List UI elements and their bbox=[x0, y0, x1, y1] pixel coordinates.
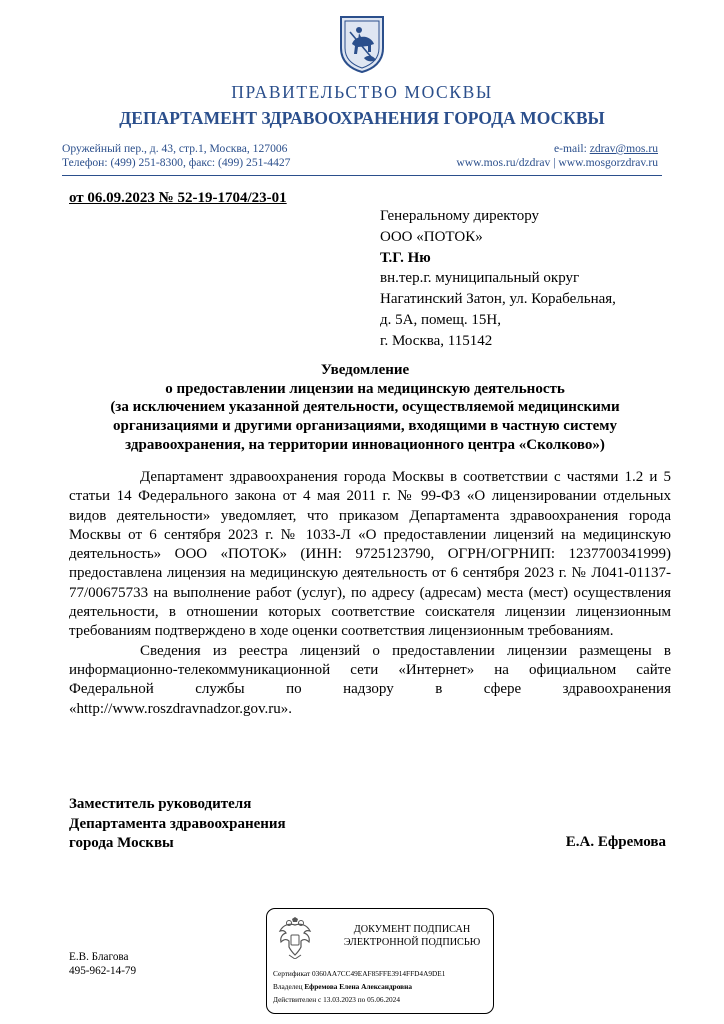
addressee-address-line: г. Москва, 115142 bbox=[380, 332, 493, 349]
notice-heading-line: Уведомление bbox=[320, 362, 410, 378]
postal-address: Оружейный пер., д. 43, стр.1, Москва, 127006 bbox=[62, 142, 288, 155]
stamp-owner-line bbox=[273, 982, 412, 991]
letterhead-contacts-left bbox=[62, 142, 290, 170]
signatory-name: Е.А. Ефремова bbox=[565, 834, 666, 850]
signatory-title-line: города Москвы bbox=[69, 835, 174, 851]
stamp-owner-label: Владелец bbox=[273, 982, 305, 991]
stamp-title-line: ДОКУМЕНТ ПОДПИСАН bbox=[353, 924, 471, 935]
notice-heading-line: здравоохранения, на территории инновационного центра «Сколково») bbox=[125, 436, 605, 453]
addressee-name: Т.Г. Ню bbox=[380, 249, 431, 266]
executor-phone: 495-962-14-79 bbox=[69, 965, 137, 977]
russian-double-headed-eagle-icon bbox=[277, 917, 313, 959]
document-number: от 06.09.2023 № 52-19-1704/23-01 bbox=[69, 190, 287, 206]
moscow-coat-of-arms-icon bbox=[338, 14, 386, 74]
stamp-title bbox=[337, 923, 487, 949]
body-paragraph: Департамент здравоохранения города Москвы в соответствии с частями 1.2 и 5 статьи 14 Федерального закона от 4 мая 2011 г. № 99-ФЗ «О лицензировании отдельных видов деятельности» уведомляет, что приказом Департамента здравоохранения города Москвы от 6 сентября 2023 г. № 1033-Л «О предоставлении лицензий на медицинскую деятельность» ООО «ПОТОК» (ИНН: 9725123790, ОГРН/ОГРНИП: 1237700341999) предоставлена лицензия на медицинскую деятельность от 6 сентября 2023 г. № Л041-01137-77/00675733 на выполнение работ (услуг), по адресу (адресам) места (мест) осуществления деятельности, в отношении которых соответствие соискателя лицензии лицензионным требованиям подтверждено в ходе оценки соответствия лицензионным требованиям. bbox=[69, 469, 671, 640]
addressee-position: Генеральному директору bbox=[380, 208, 540, 224]
body-paragraph: Сведения из реестра лицензий о предоставлении лицензии размещены в информационно-телекоммуникационной сети «Интернет» на официальном сайте Федеральной службы по надзору в сфере здравоохранения «http://www.roszdravnadzor.gov.ru». bbox=[69, 642, 671, 717]
addressee-block bbox=[380, 206, 616, 352]
letterhead-contacts-right bbox=[456, 142, 658, 170]
notice-heading-line: о предоставлении лицензии на медицинскую деятельность bbox=[165, 380, 565, 397]
websites[interactable]: www.mos.ru/dzdrav | www.mosgorzdrav.ru bbox=[456, 156, 658, 169]
stamp-validity: Действителен с 13.03.2023 по 05.06.2024 bbox=[273, 995, 400, 1004]
electronic-signature-stamp bbox=[266, 908, 494, 1014]
letterhead-divider bbox=[62, 175, 662, 176]
letter-body bbox=[69, 468, 671, 719]
executor-info bbox=[69, 950, 136, 978]
signatory-title bbox=[69, 795, 286, 854]
stamp-owner-name: Ефремова Елена Александровна bbox=[304, 982, 412, 991]
addressee-company: ООО «ПОТОК» bbox=[380, 228, 483, 245]
phone-fax: Телефон: (499) 251-8300, факс: (499) 251-4427 bbox=[62, 156, 291, 169]
stamp-certificate: Сертификат 0360AA7CC49EAF85FFE3914FFD4A9DE1 bbox=[273, 969, 446, 978]
notice-heading-line: организациями и другими организациями, входящими в частную систему bbox=[112, 418, 617, 435]
addressee-address-line: д. 5А, помещ. 15Н, bbox=[380, 311, 501, 328]
addressee-address-line: вн.тер.г. муниципальный округ bbox=[380, 270, 580, 287]
department-title: ДЕПАРТАМЕНТ ЗДРАВООХРАНЕНИЯ ГОРОДА МОСКВЫ bbox=[119, 108, 605, 128]
signatory-title-line: Заместитель руководителя bbox=[69, 796, 252, 812]
notice-heading bbox=[69, 361, 661, 455]
executor-name: Е.В. Благова bbox=[69, 951, 129, 963]
government-title: ПРАВИТЕЛЬСТВО МОСКВЫ bbox=[231, 82, 493, 102]
email-label: e-mail: bbox=[553, 142, 590, 155]
addressee-address-line: Нагатинский Затон, ул. Корабельная, bbox=[380, 291, 616, 308]
stamp-title-line: ЭЛЕКТРОННОЙ ПОДПИСЬЮ bbox=[343, 937, 481, 948]
signatory-title-line: Департамента здравоохранения bbox=[69, 815, 286, 832]
notice-heading-line: (за исключением указанной деятельности, осуществляемой медицинскими bbox=[110, 399, 620, 416]
email-link[interactable]: zdrav@mos.ru bbox=[589, 142, 658, 155]
